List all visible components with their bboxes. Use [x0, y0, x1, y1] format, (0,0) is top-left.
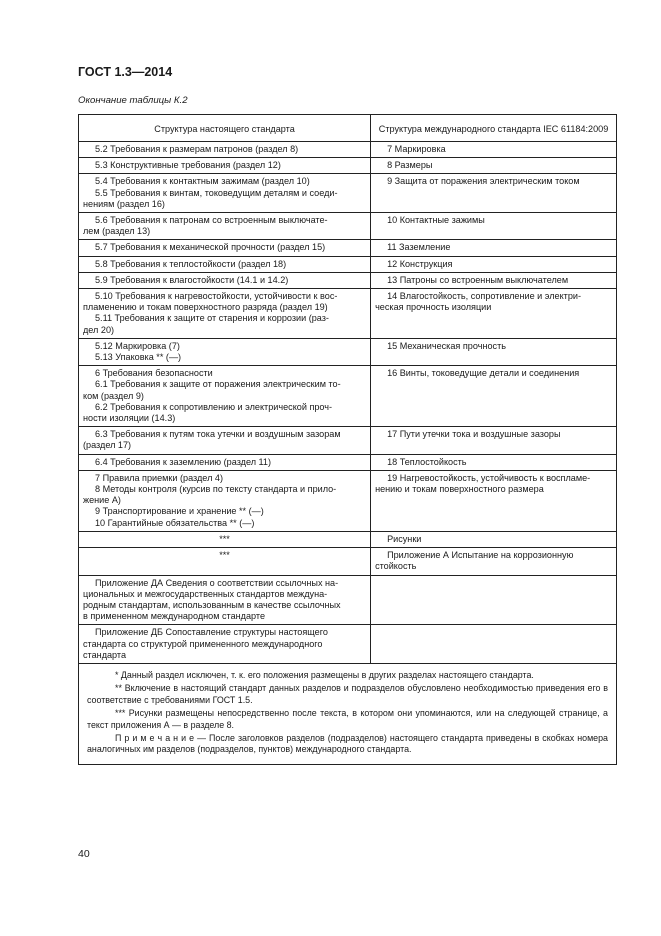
cell-line: Рисунки: [387, 533, 422, 544]
cell-line: 5.7 Требования к механической прочности (раздел 15): [95, 242, 326, 253]
note-text: — После заголовков разделов (подразделов) настоящего стандарта приведены в скобках номера аналогичных им разделов (подразделов, пунктов) международного стандарта.: [87, 732, 608, 755]
table-row: [79, 454, 617, 470]
cell-line: 8 Методы контроля (курсив по тексту стандарта и прило-: [95, 484, 337, 495]
table-row: [79, 338, 617, 365]
cell-line: стандарта: [83, 649, 127, 660]
cell-line: 9 Защита от поражения электрическим током: [387, 176, 580, 187]
notes-row: [79, 663, 617, 764]
cell-line: 8 Размеры: [387, 160, 433, 171]
cell-international-structure: [371, 625, 617, 664]
cell-international-structure: [371, 366, 617, 427]
cell-line: 5.5 Требования к винтам, токоведущим деталям и соеди-: [95, 187, 338, 198]
cell-line: родным стандартам, использованным в качестве ссылочных: [83, 599, 341, 610]
cell-line: 9 Транспортирование и хранение ** (—): [95, 506, 264, 517]
cell-line: ком (раздел 9): [83, 390, 144, 401]
cell-line: стандарта со структурой примененного международного: [83, 638, 323, 649]
cell-international-structure: [371, 454, 617, 470]
cell-line: 6 Требования безопасности: [95, 368, 213, 379]
cell-current-structure: [79, 454, 371, 470]
cell-line: 16 Винты, токоведущие детали и соединения: [387, 368, 580, 379]
cell-current-structure: [79, 174, 371, 213]
cell-current-structure: [79, 289, 371, 339]
footnote-1: * Данный раздел исключен, т. к. его положения размещены в других разделах настоящего стандарта.: [115, 669, 534, 680]
cell-current-structure: [79, 142, 371, 158]
table-row: [79, 240, 617, 256]
table-row: [79, 366, 617, 427]
cell-international-structure: [371, 289, 617, 339]
cell-line: 17 Пути утечки тока и воздушные зазоры: [387, 429, 561, 440]
table-row: [79, 427, 617, 454]
cell-line: 6.1 Требования к защите от поражения электрическим то-: [95, 379, 341, 390]
table-row: [79, 272, 617, 288]
table-row: [79, 289, 617, 339]
column-header-current: Структура настоящего стандарта: [79, 115, 371, 142]
cell-line: 7 Маркировка: [387, 144, 446, 154]
cell-current-structure: [79, 427, 371, 454]
cell-line: стойкость: [375, 561, 417, 572]
cell-line: 11 Заземление: [387, 242, 451, 253]
cell-international-structure: [371, 427, 617, 454]
cell-current-structure: [79, 256, 371, 272]
cell-current-structure: [79, 548, 371, 575]
cell-line: 7 Правила приемки (раздел 4): [95, 472, 223, 483]
cell-international-structure: [371, 575, 617, 625]
cell-current-structure: [79, 470, 371, 531]
column-header-international: Структура международного стандарта IEC 61184:2009: [371, 115, 617, 142]
cell-line: 5.8 Требования к теплостойкости (раздел 18): [95, 258, 287, 269]
cell-line: 19 Нагревостойкость, устойчивость к воспламе-: [387, 472, 591, 483]
cell-line: 5.10 Требования к нагревостойкости, устойчивости к вос-: [95, 291, 338, 302]
cell-line: Приложение ДБ Сопоставление структуры настоящего: [95, 627, 328, 638]
cell-line: пламенению и токам поверхностного разряда (раздел 19): [83, 302, 328, 313]
cell-line: дел 20): [83, 324, 115, 335]
cell-international-structure: [371, 548, 617, 575]
cell-line: 5.4 Требования к контактным зажимам (раздел 10): [95, 176, 310, 187]
cell-line: жение А): [83, 495, 121, 506]
cell-line: 5.6 Требования к патронам со встроенным выключате-: [95, 215, 328, 226]
cell-current-structure: [79, 338, 371, 365]
cell-line: 6.3 Требования к путям тока утечки и воздушным зазорам: [95, 429, 341, 440]
table-header-row: [79, 115, 617, 142]
cell-current-structure: [79, 213, 371, 240]
cell-line: 6.4 Требования к заземлению (раздел 11): [95, 456, 272, 467]
table-row: [79, 548, 617, 575]
cell-current-structure: [79, 158, 371, 174]
cell-line: 5.2 Требования к размерам патронов (раздел 8): [95, 144, 299, 154]
table-row: [79, 142, 617, 158]
cell-line: нениям (раздел 16): [83, 198, 165, 209]
cell-line: 5.13 Упаковка ** (—): [95, 352, 182, 363]
cell-international-structure: [371, 272, 617, 288]
cell-line: 5.12 Маркировка (7): [95, 340, 180, 351]
cell-current-structure: [79, 575, 371, 625]
cell-line: (раздел 17): [83, 440, 132, 451]
comparison-table: [78, 114, 617, 765]
cell-current-structure: [79, 531, 371, 547]
table-note: [87, 733, 608, 756]
table-row: [79, 575, 617, 625]
cell-line: 18 Теплостойкость: [387, 456, 467, 467]
page-number: 40: [78, 848, 90, 860]
cell-line: 10 Контактные зажимы: [387, 215, 485, 226]
footnote-3: *** Рисунки размещены непосредственно после текста, в котором они упоминаются, или на следующей странице, а текст приложения А — в разделе 8.: [87, 708, 608, 730]
cell-line: ***: [219, 533, 230, 544]
notes-cell: [79, 663, 617, 764]
cell-line: 13 Патроны со встроенным выключателем: [387, 274, 569, 285]
cell-line: 6.2 Требования к сопротивлению и электрической проч-: [95, 401, 333, 412]
cell-line: 5.9 Требования к влагостойкости (14.1 и 14.2): [95, 274, 289, 285]
cell-line: ности изоляции (14.3): [83, 413, 176, 424]
note-label: П р и м е ч а н и е: [115, 732, 195, 743]
cell-international-structure: [371, 531, 617, 547]
table-row: [79, 531, 617, 547]
table-body: [79, 142, 617, 664]
cell-line: нению и токам поверхностного размера: [375, 484, 544, 495]
cell-line: ***: [219, 550, 230, 561]
table-row: [79, 470, 617, 531]
cell-line: циональных и межгосударственных стандартов междуна-: [83, 588, 328, 599]
cell-line: 15 Механическая прочность: [387, 340, 506, 351]
cell-line: 5.11 Требования к защите от старения и коррозии (раз-: [95, 313, 329, 324]
cell-international-structure: [371, 142, 617, 158]
cell-international-structure: [371, 470, 617, 531]
cell-international-structure: [371, 158, 617, 174]
cell-line: 5.3 Конструктивные требования (раздел 12): [95, 160, 281, 171]
cell-international-structure: [371, 213, 617, 240]
cell-current-structure: [79, 625, 371, 664]
cell-international-structure: [371, 174, 617, 213]
cell-line: Приложение А Испытание на коррозионную: [387, 550, 574, 561]
footnote-2: ** Включение в настоящий стандарт данных разделов и подразделов обусловлено необходимостью приведения его в соответствие с требованиями ГОСТ 1.5.: [87, 683, 608, 705]
table-row: [79, 174, 617, 213]
cell-current-structure: [79, 272, 371, 288]
cell-international-structure: [371, 256, 617, 272]
table-caption: Окончание таблицы К.2: [78, 95, 188, 106]
cell-line: Приложение ДА Сведения о соответствии ссылочных на-: [95, 577, 339, 588]
cell-line: 14 Влагостойкость, сопротивление и электри-: [387, 291, 581, 302]
cell-line: 10 Гарантийные обязательства ** (—): [95, 517, 255, 528]
cell-current-structure: [79, 366, 371, 427]
table-row: [79, 256, 617, 272]
cell-line: 12 Конструкция: [387, 258, 453, 269]
table-row: [79, 625, 617, 664]
cell-line: ческая прочность изоляции: [375, 302, 492, 313]
cell-line: в примененном международном стандарте: [83, 611, 266, 622]
cell-international-structure: [371, 240, 617, 256]
document-header: ГОСТ 1.3—2014: [78, 65, 173, 79]
table-row: [79, 158, 617, 174]
cell-current-structure: [79, 240, 371, 256]
cell-line: лем (раздел 13): [83, 226, 151, 237]
table-row: [79, 213, 617, 240]
cell-international-structure: [371, 338, 617, 365]
